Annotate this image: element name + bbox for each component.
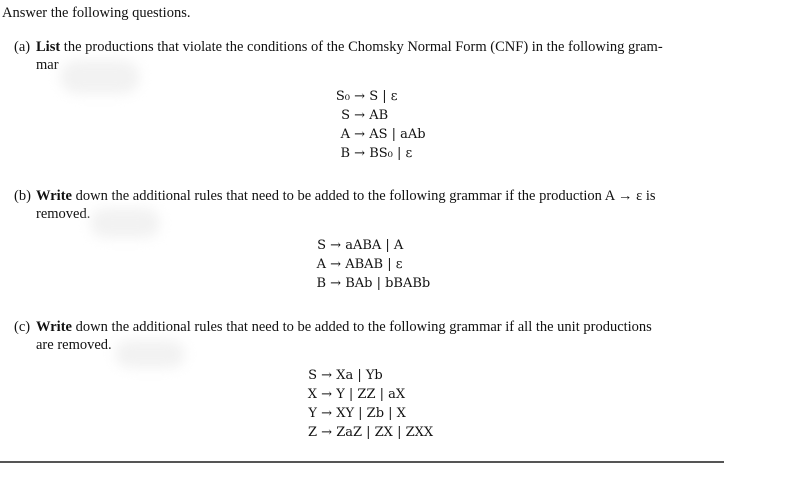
question-text: down the additional rules that need to be added to the following grammar if all the unit productions <box>71 319 652 335</box>
blur-smudge <box>115 340 185 368</box>
arrow-symbol: → <box>321 387 333 402</box>
production-rhs: XY | Zb | X <box>336 406 406 421</box>
arrow-symbol: → <box>321 425 333 440</box>
production <box>312 274 430 293</box>
production <box>326 87 426 106</box>
production-lhs: A <box>316 257 326 272</box>
question-verb: List <box>36 39 61 55</box>
production-lhs: S₀ <box>335 89 350 104</box>
question-text-cont: are removed. <box>36 337 112 353</box>
grammar-b <box>312 236 430 293</box>
question-verb: Write <box>36 319 72 335</box>
arrow-symbol: → <box>330 276 342 291</box>
arrow-symbol: → <box>330 238 342 253</box>
question-label: (c) <box>14 319 31 335</box>
production-rhs: S | ε <box>369 89 398 104</box>
production-rhs: AS | aAb <box>369 127 426 142</box>
page-heading: Answer the following questions. <box>2 5 191 21</box>
production <box>303 366 433 385</box>
arrow-symbol: → <box>321 406 333 421</box>
blur-smudge <box>60 60 140 94</box>
production <box>326 106 426 125</box>
question-label: (b) <box>14 188 31 204</box>
production-rhs: BAb | bBABb <box>345 276 431 291</box>
production <box>312 236 430 255</box>
production <box>303 385 433 404</box>
arrow-symbol: → <box>321 368 333 383</box>
blur-smudge <box>90 208 160 238</box>
production <box>312 255 430 274</box>
arrow-symbol: → <box>354 146 366 161</box>
production <box>326 125 426 144</box>
production <box>303 423 433 442</box>
production-rhs: Xa | Yb <box>336 368 383 383</box>
question-text: down the additional rules that need to be added to the following grammar if the production A → ε is <box>71 188 656 204</box>
question-text-cont: removed. <box>36 206 91 222</box>
production-lhs: Z <box>307 425 317 440</box>
production-rhs: aABA | A <box>345 238 404 253</box>
arrow-symbol: → <box>354 127 366 142</box>
production-lhs: S <box>308 368 317 383</box>
production-lhs: X <box>307 387 317 402</box>
production-lhs: B <box>316 276 326 291</box>
question-label: (a) <box>14 39 31 55</box>
production <box>326 144 426 163</box>
grammar-a <box>326 87 426 163</box>
production-lhs: A <box>340 127 350 142</box>
production <box>303 404 433 423</box>
arrow-symbol: → <box>330 257 342 272</box>
question-verb: Write <box>36 188 72 204</box>
production-lhs: B <box>340 146 350 161</box>
production-lhs: S <box>341 108 350 123</box>
production-rhs: ZaZ | ZX | ZXX <box>336 425 434 440</box>
arrow-symbol: → <box>354 108 366 123</box>
arrow-symbol: → <box>354 89 366 104</box>
production-rhs: BS₀ | ε <box>369 146 413 161</box>
production-rhs: ABAB | ε <box>345 257 403 272</box>
production-lhs: S <box>317 238 326 253</box>
production-lhs: Y <box>308 406 317 421</box>
production-rhs: Y | ZZ | aX <box>336 387 406 402</box>
bottom-divider <box>0 461 724 463</box>
question-text-cont: mar <box>36 57 59 73</box>
production-rhs: AB <box>369 108 389 123</box>
question-text: the productions that violate the conditions of the Chomsky Normal Form (CNF) in the following gram- <box>60 39 663 55</box>
grammar-c <box>303 366 433 442</box>
